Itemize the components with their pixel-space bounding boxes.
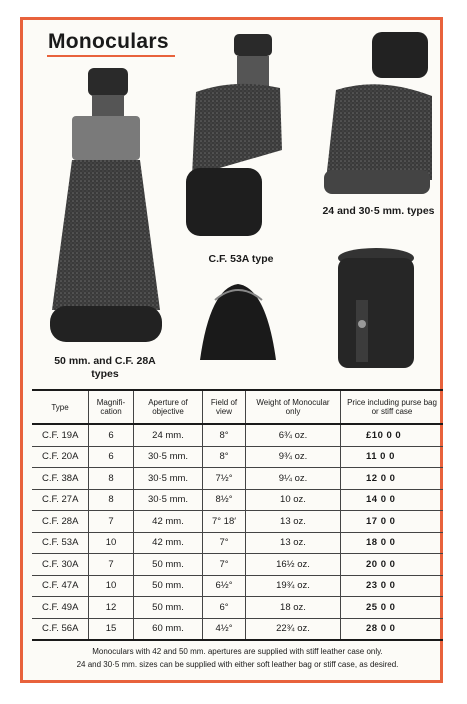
specifications-table: [32, 389, 443, 641]
caption-50mm: 50 mm. and C.F. 28A types: [54, 355, 156, 380]
aperture-cell: 30·5 mm.: [134, 446, 203, 468]
magnification-cell: 12: [89, 597, 134, 619]
table-row: [32, 489, 443, 511]
header-price: Price including purse bag or stiff case: [341, 390, 444, 424]
field-cell: 8°: [203, 424, 246, 446]
weight-cell: 9¾ oz.: [246, 446, 341, 468]
weight-cell: 18 oz.: [246, 597, 341, 619]
aperture-cell: 42 mm.: [134, 532, 203, 554]
table-header-row: [32, 390, 443, 424]
field-cell: 7°: [203, 554, 246, 576]
type-cell: C.F. 28A: [32, 511, 89, 533]
weight-cell: 16½ oz.: [246, 554, 341, 576]
aperture-cell: 50 mm.: [134, 575, 203, 597]
header-field: Field of view: [203, 390, 246, 424]
price-cell: 23 0 0: [341, 575, 444, 597]
field-cell: 4½°: [203, 618, 246, 640]
field-cell: 8°: [203, 446, 246, 468]
table-row: [32, 468, 443, 490]
price-cell: 18 0 0: [341, 532, 444, 554]
price-cell: 11 0 0: [341, 446, 444, 468]
table-row: [32, 618, 443, 640]
monocular-50mm-image: [50, 68, 162, 342]
header-aperture: Aperture of objective: [134, 390, 203, 424]
price-cell: 14 0 0: [341, 489, 444, 511]
header-weight: Weight of Monocular only: [246, 390, 341, 424]
magnification-cell: 8: [89, 489, 134, 511]
weight-cell: 19¾ oz.: [246, 575, 341, 597]
footnote-line-1: Monoculars with 42 and 50 mm. apertures are supplied with stiff leather case only.: [92, 647, 383, 656]
weight-cell: 6¾ oz.: [246, 424, 341, 446]
aperture-cell: 50 mm.: [134, 597, 203, 619]
magnification-cell: 6: [89, 446, 134, 468]
aperture-cell: 42 mm.: [134, 511, 203, 533]
page-title: Monoculars: [48, 30, 169, 53]
price-cell: £10 0 0: [341, 424, 444, 446]
weight-cell: 13 oz.: [246, 511, 341, 533]
magnification-cell: 6: [89, 424, 134, 446]
table-row: [32, 597, 443, 619]
type-cell: C.F. 38A: [32, 468, 89, 490]
stiff-case-image: [338, 248, 414, 368]
field-cell: 7½°: [203, 468, 246, 490]
weight-cell: 9¼ oz.: [246, 468, 341, 490]
aperture-cell: 30·5 mm.: [134, 468, 203, 490]
type-cell: C.F. 49A: [32, 597, 89, 619]
table-row: [32, 511, 443, 533]
weight-cell: 10 oz.: [246, 489, 341, 511]
type-cell: C.F. 30A: [32, 554, 89, 576]
monocular-24mm-image: [324, 32, 432, 194]
price-cell: 20 0 0: [341, 554, 444, 576]
header-magnification: Magnifi-cation: [89, 390, 134, 424]
field-cell: 8½°: [203, 489, 246, 511]
weight-cell: 22¾ oz.: [246, 618, 341, 640]
type-cell: C.F. 56A: [32, 618, 89, 640]
magnification-cell: 7: [89, 554, 134, 576]
header-type: Type: [32, 390, 89, 424]
table-row: [32, 424, 443, 446]
field-cell: 6½°: [203, 575, 246, 597]
type-cell: C.F. 19A: [32, 424, 89, 446]
price-cell: 25 0 0: [341, 597, 444, 619]
table-row: [32, 446, 443, 468]
caption-53a: C.F. 53A type: [208, 253, 274, 265]
price-cell: 28 0 0: [341, 618, 444, 640]
magnification-cell: 7: [89, 511, 134, 533]
field-cell: 7°: [203, 532, 246, 554]
monocular-53a-image: [186, 34, 282, 236]
aperture-cell: 24 mm.: [134, 424, 203, 446]
aperture-cell: 30·5 mm.: [134, 489, 203, 511]
price-cell: 17 0 0: [341, 511, 444, 533]
footnote: [40, 645, 435, 671]
magnification-cell: 10: [89, 532, 134, 554]
type-cell: C.F. 53A: [32, 532, 89, 554]
purse-bag-image: [200, 284, 276, 360]
aperture-cell: 50 mm.: [134, 554, 203, 576]
type-cell: C.F. 47A: [32, 575, 89, 597]
table-row: [32, 554, 443, 576]
footnote-line-2: 24 and 30·5 mm. sizes can be supplied with either soft leather bag or stiff case, as desired.: [76, 660, 399, 669]
magnification-cell: 8: [89, 468, 134, 490]
type-cell: C.F. 27A: [32, 489, 89, 511]
price-cell: 12 0 0: [341, 468, 444, 490]
magnification-cell: 10: [89, 575, 134, 597]
caption-24mm: 24 and 30·5 mm. types: [322, 205, 435, 217]
field-cell: 7° 18′: [203, 511, 246, 533]
table-row: [32, 532, 443, 554]
type-cell: C.F. 20A: [32, 446, 89, 468]
table-row: [32, 575, 443, 597]
magnification-cell: 15: [89, 618, 134, 640]
field-cell: 6°: [203, 597, 246, 619]
weight-cell: 13 oz.: [246, 532, 341, 554]
aperture-cell: 60 mm.: [134, 618, 203, 640]
